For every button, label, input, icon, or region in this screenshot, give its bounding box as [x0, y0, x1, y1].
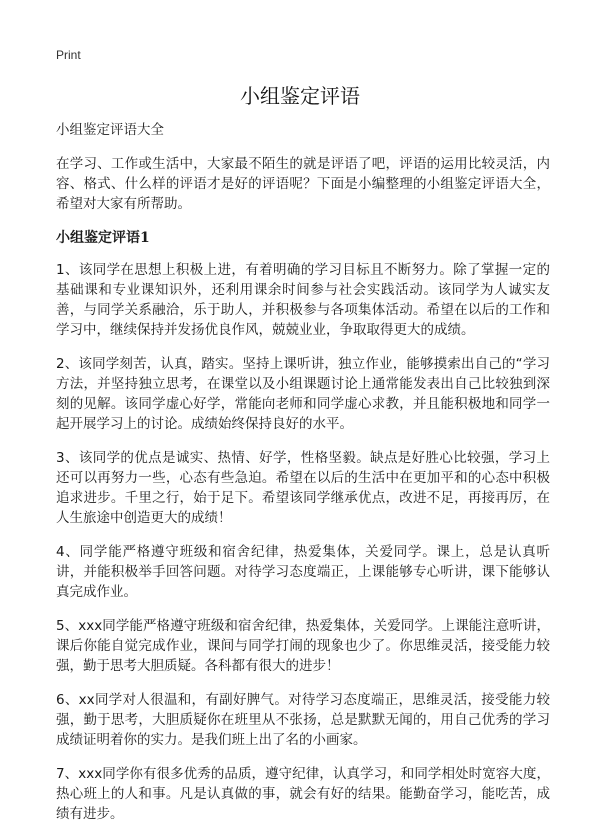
paragraph: 3、该同学的优点是诚实、热情、好学，性格坚毅。缺点是好胜心比较强，学习上还可以再努力一些，心态有些急迫。希望在以后的生活中在更加平和的心态中积极追求进步。千里之行，始于足下。希望该同学继承优点，改进不足，再接再厉，在人生旅途中创造更大的成绩！: [56, 450, 550, 526]
paragraph: 5、xxx同学能严格遵守班级和宿舍纪律，热爱集体，关爱同学。上课能注意听讲，课后你能自觉完成作业，课间与同学打闹的现象也少了。你思维灵活，接受能力较强，勤于思考大胆质疑。各科都有很大的进步！: [56, 618, 550, 674]
paragraph: 7、xxx同学你有很多优秀的品质，遵守纪律，认真学习，和同学相处时宽容大度，热心班上的人和事。凡是认真做的事，就会有好的结果。能勤奋学习，能吃苦，成绩有进步。: [56, 766, 550, 822]
section-heading: 小组鉴定评语1: [56, 230, 150, 246]
paragraph: 6、xx同学对人很温和，有副好脾气。对待学习态度端正，思维灵活，接受能力较强，勤于思考，大胆质疑你在班里从不张扬，总是默默无闻的，用自己优秀的学习成绩证明着你的实力。是我们班上出了名的小画家。: [56, 692, 550, 748]
document-body: [56, 120, 550, 838]
paragraph: 2、该同学刻苦，认真，踏实。坚持上课听讲，独立作业，能够摸索出自己的“学习方法，并坚持独立思考，在课堂以及小组课题讨论上通常能发表出自己比较独到深刻的见解。该同学虚心好学，常能向老师和同学虚心求教，并且能积极地和同学一起开展学习上的讨论。成绩始终保持良好的水平。: [56, 356, 550, 432]
paragraph: 1、该同学在思想上积极上进，有着明确的学习目标且不断努力。除了掌握一定的基础课和专业课知识外，还利用课余时间参与社会实践活动。该同学为人诚实友善，与同学关系融洽，乐于助人，并积极参与各项集体活动。希望在以后的工作和学习中，继续保持并发扬优良作风，兢兢业业，争取取得更大的成绩。: [56, 262, 550, 338]
document-subtitle: 小组鉴定评语大全: [56, 122, 164, 138]
page-title: 小组鉴定评语: [240, 84, 360, 108]
intro-paragraph: 在学习、工作或生活中，大家最不陌生的就是评语了吧，评语的运用比较灵活，内容、格式、什么样的评语才是好的评语呢？下面是小编整理的小组鉴定评语大全，希望对大家有所帮助。: [56, 156, 550, 212]
paragraph: 4、同学能严格遵守班级和宿舍纪律，热爱集体，关爱同学。课上，总是认真听讲，并能积极举手回答问题。对待学习态度端正，上课能够专心听讲，课下能够认真完成作业。: [56, 544, 550, 600]
print-link[interactable]: Print: [56, 48, 81, 62]
